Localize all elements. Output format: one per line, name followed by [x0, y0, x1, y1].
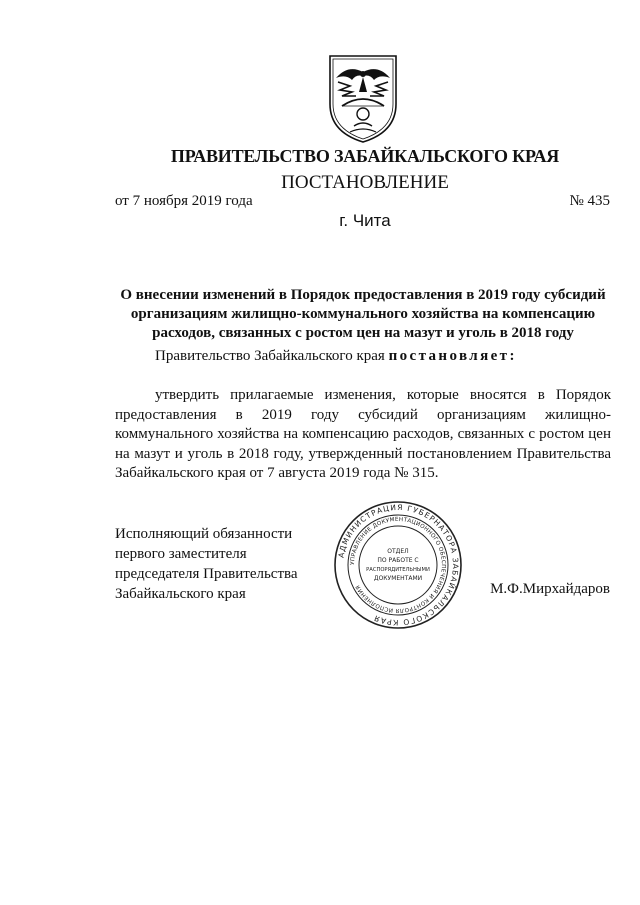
document-subject — [115, 286, 611, 343]
resolution-body — [115, 386, 611, 484]
stamp-center-line: ОТДЕЛ — [387, 548, 409, 555]
svg-text:УПРАВЛЕНИЕ ДОКУМЕНТАЦИОННОГО О — [350, 517, 446, 613]
document-type: ПОСТАНОВЛЕНИЕ — [281, 172, 449, 193]
signer-title-line: первого заместителя — [115, 546, 247, 562]
subject-line: организациям жилищно-коммунального хозяйства на компенсацию — [130, 306, 596, 322]
body-line: утвердить прилагаемые изменения, которые вносятся в Порядок — [155, 387, 611, 403]
subject-line: О внесении изменений в Порядок предоставления в 2019 году субсидий — [120, 287, 606, 303]
signer-title-line: Исполняющий обязанности — [115, 526, 293, 542]
body-line: Забайкальского края от 7 августа 2019 года № 315. — [115, 465, 439, 481]
signer-title — [115, 524, 298, 604]
stamp-inner-ring-text: УПРАВЛЕНИЕ ДОКУМЕНТАЦИОННОГО ОБЕСПЕЧЕНИЯ И КОНТРОЛЯ ИСПОЛНЕНИЯ — [349, 516, 447, 614]
body-line: на мазут и уголь в 2018 году, утвержденный постановлением Правительства — [115, 445, 611, 462]
signer-title-line: председателя Правительства — [115, 566, 298, 582]
document-city: г. Чита — [339, 211, 391, 230]
stamp-outer-text: АДМИНИСТРАЦИЯ ГУБЕРНАТОРА ЗАБАЙКАЛЬСКОГО КРАЯ — [336, 502, 461, 628]
organization-title: ПРАВИТЕЛЬСТВО ЗАБАЙКАЛЬСКОГО КРАЯ — [170, 146, 560, 166]
subject-line: расходов, связанных с ростом цен на мазут и уголь в 2018 году — [152, 325, 574, 341]
stamp-center-line: РАСПОРЯДИТЕЛЬНЫМИ — [366, 567, 430, 573]
coat-of-arms-icon — [326, 52, 400, 144]
signer-title-line: Забайкальского края — [115, 586, 246, 602]
preamble-keyword: постановляет: — [388, 348, 517, 364]
body-line: коммунального хозяйства на компенсацию расходов, связанных с ростом цен — [115, 426, 611, 442]
body-line: предоставления в 2019 году субсидий организациям жилищно- — [115, 406, 611, 423]
preamble — [155, 348, 517, 365]
stamp-center-line: ДОКУМЕНТАМИ — [373, 575, 423, 582]
document-number: № 435 — [569, 193, 610, 209]
signer-name: М.Ф.Мирхайдаров — [490, 581, 610, 597]
official-stamp — [333, 500, 463, 630]
preamble-text: Правительство Забайкальского края — [155, 348, 385, 364]
stamp-center-line: ПО РАБОТЕ С — [377, 557, 419, 564]
document-date: от 7 ноября 2019 года — [115, 193, 253, 209]
